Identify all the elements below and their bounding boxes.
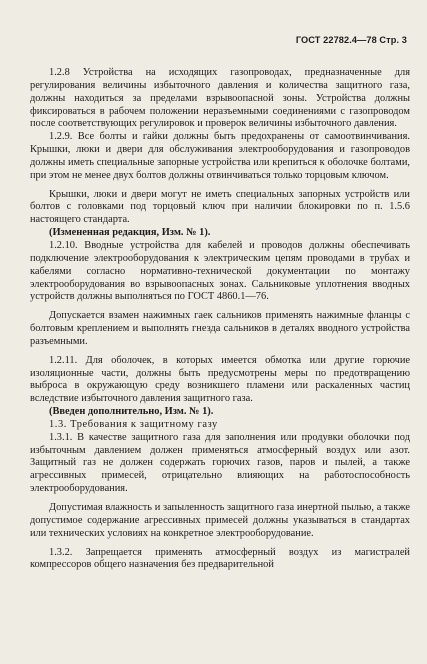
addition-note: (Введен дополнительно, Изм. № 1). [49,406,214,418]
paragraph-1-2-10: 1.2.10. Вводные устройства для кабелей и проводов должны обеспечивать подключение электрооборудования к электрическим цепям проводами в трубах и кабелями согласно нормативно-технической документации по монтажу электрооборудования во взрывоопасных зонах. Сальниковые уплотнения вводных устройств должны выполняться по ГОСТ 4860.1—76. [30,239,410,303]
page-header: ГОСТ 22782.4—78 Стр. 3 [295,35,407,45]
paragraph-flanges: Допускается взамен нажимных гаек сальников применять нажимные фланцы с болтовым креплением и выполнять гнезда сальников в деталях вводного устройства разъемными. [30,310,410,347]
paragraph-covers: Крышки, люки и двери могут не иметь специальных запорных устройств или болтов с головками под торцовый ключ при наличии блокировки по п. 1.5.6 настоящего стандарта. [30,188,410,226]
paragraph-1-3-1: 1.3.1. В качестве защитного газа для заполнения или продувки оболочки под избыточным давлением должен применяться атмосферный воздух или азот. Защитный газ не должен содержать горючих газов, паров и пылей, а также агрессивных примесей, отрицательно влияющих на работоспособность электрооборудования. [30,431,410,495]
document-body [30,67,410,572]
amendment-note: (Измененная редакция, Изм. № 1). [49,227,211,239]
section-heading-1-3: 1.3. Требования к защитному газу [49,418,218,430]
paragraph-1-2-9: 1.2.9. Все болты и гайки должны быть предохранены от самоотвинчивания. Крышки, люки и двери для обслуживания электрооборудования и газопроводов должны иметь специальные запорные устройства или крепиться к оболочке болтами, при этом не менее двух болтов должны отвинчиваться только торцовым ключом. [30,131,410,181]
paragraph-1-2-11: 1.2.11. Для оболочек, в которых имеется обмотка или другие горючие изоляционные части, должны быть предусмотрены меры по предотвращению выброса в окружающую среду возникшего пламени или раскаленных частиц вследствие избыточного давления защитного газа. [30,354,410,405]
paragraph-1-2-8: 1.2.8 Устройства на исходящих газопроводах, предназначенные для регулирования величины избыточного давления и количества защитного газа, должны находиться за пределами взрывоопасной зоны. Устройства должны фиксироваться в рабочем положении неразъемными соединениями с газопроводом после соответствующих регулировок и проверок величины избыточного давления. [30,67,410,130]
paragraph-humidity: Допустимая влажность и запыленность защитного газа инертной пылью, а также допустимое содержание агрессивных примесей должны указываться в стандартах или технических условиях на конкретное электрооборудование. [30,502,410,539]
paragraph-1-3-2: 1.3.2. Запрещается применять атмосферный воздух из магистралей компрессоров общего назначения без предварительной [30,546,410,571]
